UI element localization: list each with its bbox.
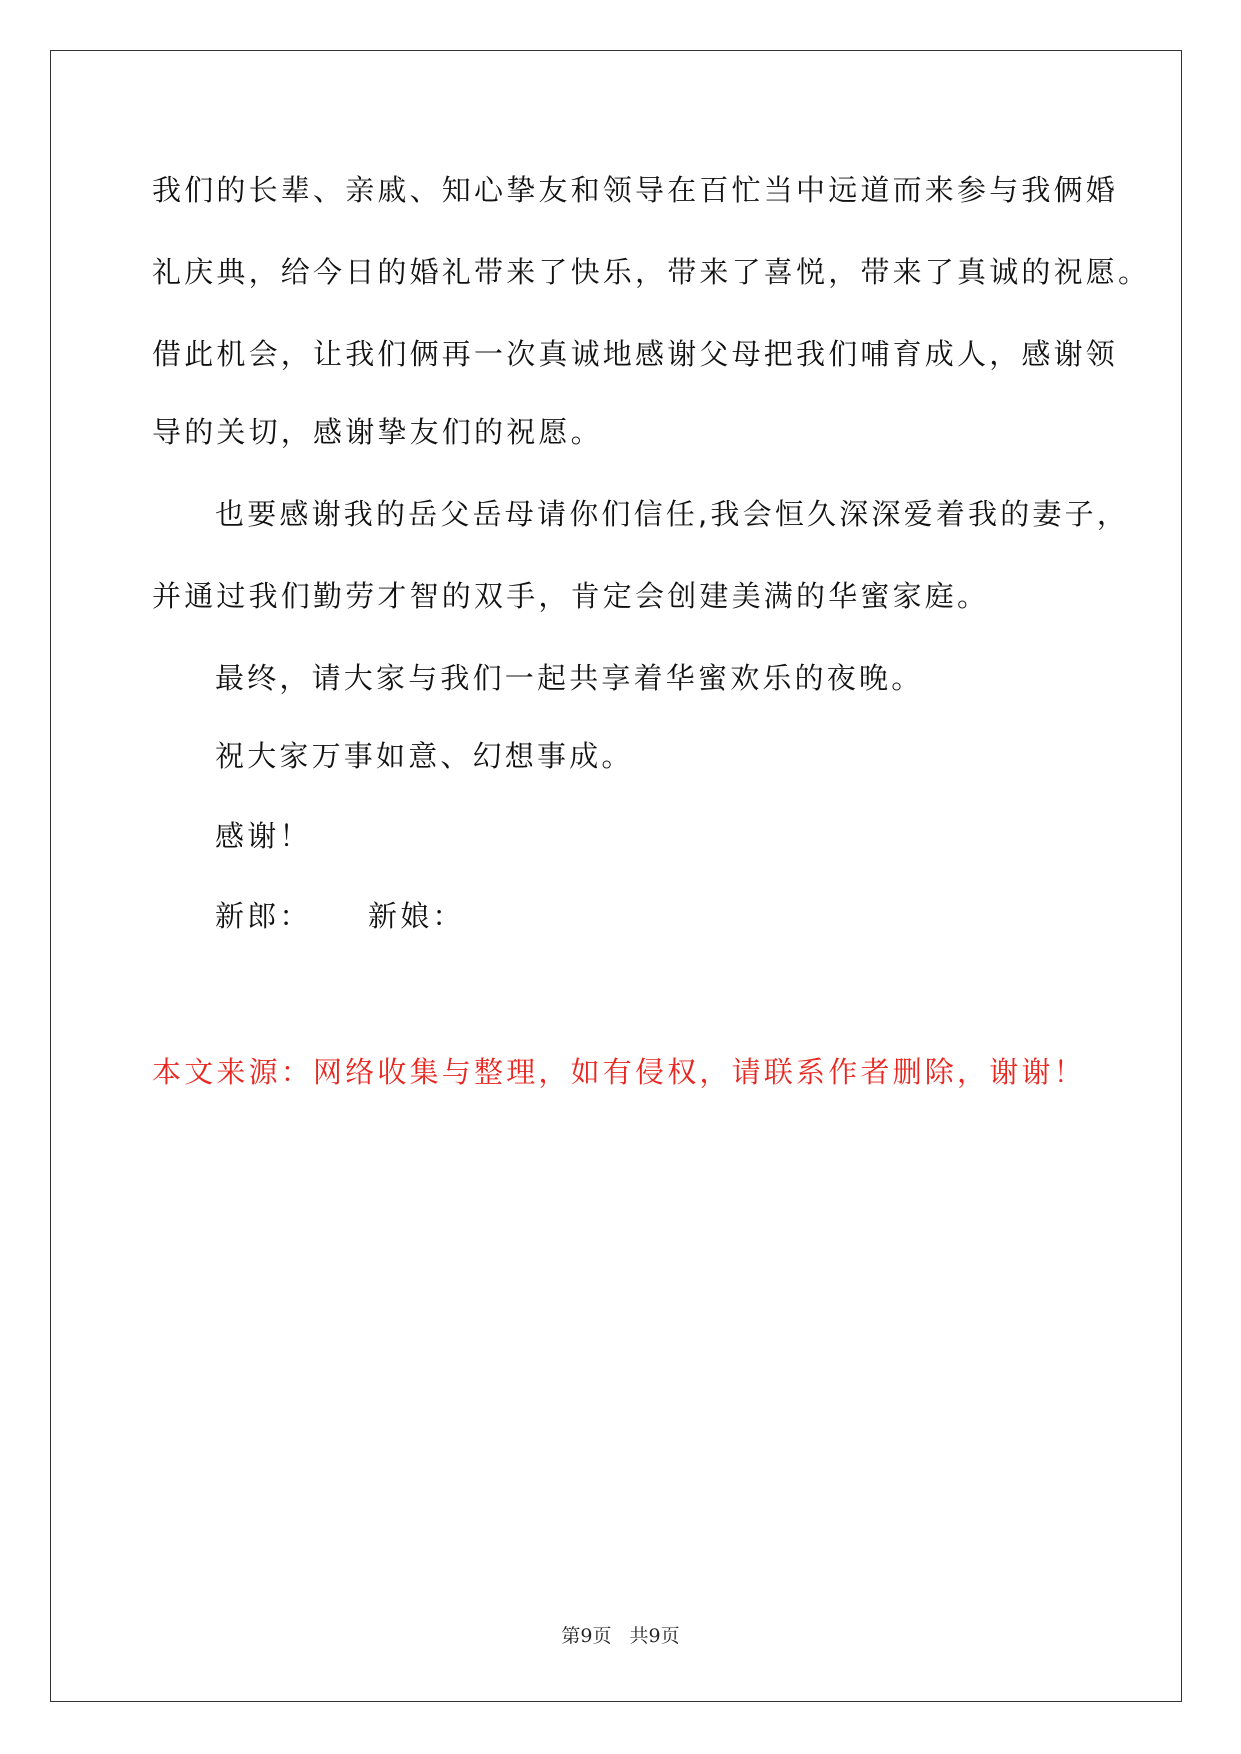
- paragraph-line-5: 也要感谢我的岳父岳母请你们信任,我会恒久深深爱着我的妻子，: [215, 497, 1130, 531]
- source-note: 本文来源：网络收集与整理，如有侵权，请联系作者删除，谢谢！: [152, 1055, 1086, 1089]
- paragraph-line-4: 导的关切，感谢挚友们的祝愿。: [152, 415, 603, 449]
- paragraph-line-7: 最终，请大家与我们一起共享着华蜜欢乐的夜晚。: [215, 661, 924, 695]
- paragraph-line-6: 并通过我们勤劳才智的双手，肯定会创建美满的华蜜家庭。: [152, 579, 990, 613]
- paragraph-line-3: 借此机会，让我们俩再一次真诚地感谢父母把我们哺育成人，感谢领: [152, 337, 1119, 371]
- bride-signature-label: 新娘：: [368, 899, 465, 933]
- page-frame: [50, 50, 1182, 1702]
- paragraph-line-9: 感谢！: [215, 819, 312, 853]
- page-footer: [0, 1624, 1241, 1648]
- groom-signature-label: 新郎：: [215, 899, 312, 933]
- page-current: 第9页: [561, 1625, 612, 1647]
- paragraph-line-1: 我们的长辈、亲戚、知心挚友和领导在百忙当中远道而来参与我俩婚: [152, 173, 1119, 207]
- page-total: 共9页: [629, 1625, 680, 1647]
- paragraph-line-2: 礼庆典，给今日的婚礼带来了快乐，带来了喜悦，带来了真诚的祝愿。: [152, 255, 1151, 289]
- paragraph-line-8: 祝大家万事如意、幻想事成。: [215, 739, 634, 773]
